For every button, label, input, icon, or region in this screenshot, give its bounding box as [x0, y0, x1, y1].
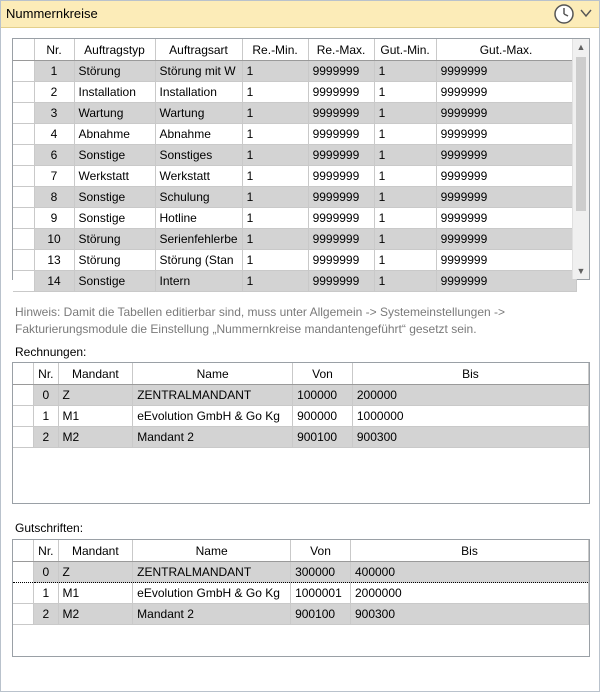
table-cell[interactable]: 9999999	[436, 250, 576, 271]
table-cell[interactable]: eEvolution GmbH & Go Kg	[133, 406, 293, 427]
row-selector-header[interactable]	[13, 363, 34, 385]
table-cell[interactable]: M1	[58, 583, 133, 604]
table-cell[interactable]: 9999999	[308, 250, 374, 271]
table-cell[interactable]: Störung mit W	[155, 61, 242, 82]
panel-title: Nummernkreise	[6, 6, 98, 21]
table-cell[interactable]: Wartung	[74, 103, 155, 124]
table-cell[interactable]: Schulung	[155, 187, 242, 208]
table-cell[interactable]: 1	[242, 187, 308, 208]
clock-icon[interactable]	[553, 3, 575, 25]
table-cell[interactable]: Störung	[74, 61, 155, 82]
table-cell[interactable]: 1	[34, 583, 58, 604]
row-selector-header[interactable]	[13, 39, 34, 61]
table-cell[interactable]: M2	[58, 427, 133, 448]
table-cell[interactable]: 1	[242, 124, 308, 145]
table-cell[interactable]: Sonstige	[74, 187, 155, 208]
column-header-nr[interactable]: Nr.	[34, 39, 74, 61]
table-cell[interactable]: 300000	[291, 562, 351, 583]
table-cell[interactable]: Störung	[74, 229, 155, 250]
table-cell[interactable]: 0	[34, 385, 58, 406]
row-selector[interactable]	[13, 427, 34, 448]
row-selector[interactable]	[13, 604, 34, 625]
table-cell[interactable]: 1	[34, 406, 58, 427]
table-cell[interactable]: 1	[242, 250, 308, 271]
table-cell[interactable]: Sonstige	[74, 271, 155, 292]
table-cell[interactable]: 9999999	[308, 229, 374, 250]
scroll-up-icon[interactable]: ▲	[576, 42, 586, 52]
row-selector[interactable]	[13, 82, 34, 103]
table-cell[interactable]: 9999999	[308, 271, 374, 292]
column-header-re-min[interactable]: Re.-Min.	[242, 39, 308, 61]
table-row[interactable]	[13, 562, 589, 583]
table-cell[interactable]: M1	[58, 406, 133, 427]
scroll-thumb[interactable]	[576, 57, 586, 211]
table-cell[interactable]: eEvolution GmbH & Go Kg	[133, 583, 291, 604]
table-row[interactable]	[13, 271, 576, 292]
table-cell[interactable]: 10	[34, 229, 74, 250]
table-cell[interactable]: 1	[34, 61, 74, 82]
table-cell[interactable]: 9999999	[436, 145, 576, 166]
table-cell[interactable]: 9999999	[308, 124, 374, 145]
table-cell[interactable]: 9999999	[436, 61, 576, 82]
table-cell[interactable]: 1000000	[352, 406, 588, 427]
table-cell[interactable]: 9999999	[436, 124, 576, 145]
row-selector[interactable]	[13, 187, 34, 208]
row-selector[interactable]	[13, 250, 34, 271]
row-selector[interactable]	[13, 124, 34, 145]
table-cell[interactable]: Werkstatt	[155, 166, 242, 187]
row-selector[interactable]	[13, 61, 34, 82]
table-cell[interactable]: 900300	[350, 604, 588, 625]
table-cell[interactable]: 1	[374, 61, 436, 82]
table-cell[interactable]: 9999999	[308, 187, 374, 208]
column-header-name[interactable]: Name	[133, 540, 291, 562]
table-header-row	[13, 540, 589, 562]
column-header-gut-max[interactable]: Gut.-Max.	[436, 39, 576, 61]
column-header-re-max[interactable]: Re.-Max.	[308, 39, 374, 61]
table-cell[interactable]: 1	[242, 61, 308, 82]
table-cell[interactable]: 9999999	[436, 187, 576, 208]
table-row[interactable]	[13, 145, 576, 166]
table-cell[interactable]: Mandant 2	[133, 604, 291, 625]
table-row[interactable]	[13, 187, 576, 208]
chevron-down-icon[interactable]	[579, 6, 593, 20]
table-cell[interactable]: Abnahme	[155, 124, 242, 145]
table-cell[interactable]: Abnahme	[74, 124, 155, 145]
column-header-mandant[interactable]: Mandant	[58, 540, 133, 562]
table-row[interactable]	[13, 124, 576, 145]
table-row[interactable]	[13, 385, 589, 406]
table-header-row	[13, 363, 589, 385]
table-cell[interactable]: 1	[374, 229, 436, 250]
table-row[interactable]	[13, 208, 576, 229]
row-selector[interactable]	[13, 166, 34, 187]
table-cell[interactable]: 0	[34, 562, 58, 583]
table-cell[interactable]: 6	[34, 145, 74, 166]
rechnungen-table	[13, 363, 589, 448]
table-cell[interactable]: 100000	[293, 385, 353, 406]
table-cell[interactable]: 9999999	[436, 229, 576, 250]
table-row[interactable]	[13, 406, 589, 427]
table-cell[interactable]: 9999999	[436, 208, 576, 229]
column-header-nr[interactable]: Nr.	[34, 540, 58, 562]
gutschriften-table	[13, 540, 589, 625]
table-cell[interactable]: 400000	[350, 562, 588, 583]
table-cell[interactable]: 9999999	[436, 166, 576, 187]
row-selector[interactable]	[13, 271, 34, 292]
table-row[interactable]	[13, 250, 576, 271]
table-cell[interactable]: 9999999	[308, 145, 374, 166]
table-cell[interactable]: 9999999	[308, 166, 374, 187]
table-cell[interactable]: 1	[242, 271, 308, 292]
scroll-down-icon[interactable]: ▼	[576, 266, 586, 276]
row-selector[interactable]	[13, 103, 34, 124]
table-cell[interactable]: 1	[374, 208, 436, 229]
hint-text: Hinweis: Damit die Tabellen editierbar sind, muss unter Allgemein -> Systemeinstellungen -> Fakturierungsmodule die Einstellung „Nummernkreise mandantengeführt“ gesetzt sein.	[15, 305, 506, 336]
column-header-nr[interactable]: Nr.	[34, 363, 58, 385]
table-cell[interactable]: 900100	[293, 427, 353, 448]
table-cell[interactable]: Hotline	[155, 208, 242, 229]
table-cell[interactable]: 9999999	[436, 103, 576, 124]
auftrag-table	[13, 39, 577, 292]
table-cell[interactable]: Störung (Stan	[155, 250, 242, 271]
table-cell[interactable]: 200000	[352, 385, 588, 406]
table-cell[interactable]: Installation	[74, 82, 155, 103]
table-cell[interactable]: Z	[58, 385, 133, 406]
auftrag-grid	[12, 38, 590, 288]
table-cell[interactable]: 1	[374, 271, 436, 292]
table-cell[interactable]: 1	[374, 145, 436, 166]
table-cell[interactable]: ZENTRALMANDANT	[133, 385, 293, 406]
table-cell[interactable]: 14	[34, 271, 74, 292]
table-cell[interactable]: Z	[58, 562, 133, 583]
table-cell[interactable]: 1	[242, 166, 308, 187]
row-selector[interactable]	[13, 145, 34, 166]
table-row[interactable]	[13, 103, 576, 124]
table-cell[interactable]: Mandant 2	[133, 427, 293, 448]
table-cell[interactable]: 9999999	[436, 271, 576, 292]
table-cell[interactable]: 1	[374, 250, 436, 271]
table-header-row	[13, 39, 576, 61]
table-cell[interactable]: Sonstiges	[155, 145, 242, 166]
table-cell[interactable]: 9999999	[308, 208, 374, 229]
panel-header	[1, 1, 599, 28]
table-cell[interactable]: 9999999	[308, 82, 374, 103]
table-cell[interactable]: 3	[34, 103, 74, 124]
row-selector[interactable]	[13, 385, 34, 406]
table-cell[interactable]: Intern	[155, 271, 242, 292]
table-cell[interactable]: 9999999	[308, 61, 374, 82]
table-cell[interactable]: 1	[374, 166, 436, 187]
table-cell[interactable]: Wartung	[155, 103, 242, 124]
column-header-von[interactable]: Von	[293, 363, 353, 385]
column-header-mandant[interactable]: Mandant	[58, 363, 133, 385]
gutschriften-grid	[12, 539, 590, 657]
table-row[interactable]	[13, 427, 589, 448]
table-row[interactable]	[13, 583, 589, 604]
table-cell[interactable]: 2000000	[350, 583, 588, 604]
table-cell[interactable]: 1	[242, 145, 308, 166]
row-selector[interactable]	[13, 208, 34, 229]
table-cell[interactable]: 4	[34, 124, 74, 145]
table-cell[interactable]: 13	[34, 250, 74, 271]
table-cell[interactable]: 2	[34, 427, 58, 448]
row-selector[interactable]	[13, 229, 34, 250]
table-cell[interactable]: Sonstige	[74, 145, 155, 166]
table-cell[interactable]: Werkstatt	[74, 166, 155, 187]
table-cell[interactable]: 2	[34, 82, 74, 103]
table-cell[interactable]: 1	[242, 82, 308, 103]
table-cell[interactable]: 1	[374, 187, 436, 208]
table-cell[interactable]: Installation	[155, 82, 242, 103]
table-cell[interactable]: 2	[34, 604, 58, 625]
rechnungen-label: Rechnungen:	[15, 345, 87, 359]
row-selector[interactable]	[13, 406, 34, 427]
table-row[interactable]	[13, 604, 589, 625]
table-cell[interactable]: 1	[242, 229, 308, 250]
table-cell[interactable]: Störung	[74, 250, 155, 271]
table-cell[interactable]: 9	[34, 208, 74, 229]
table-cell[interactable]: 1	[242, 208, 308, 229]
table-row[interactable]	[13, 229, 576, 250]
row-selector[interactable]	[13, 583, 34, 604]
table-cell[interactable]: 8	[34, 187, 74, 208]
table-cell[interactable]: 7	[34, 166, 74, 187]
column-header-auftragstyp[interactable]: Auftragstyp	[74, 39, 155, 61]
table-cell[interactable]: ZENTRALMANDANT	[133, 562, 291, 583]
table-cell[interactable]: 1	[242, 103, 308, 124]
rechnungen-grid	[12, 362, 590, 504]
column-header-von[interactable]: Von	[291, 540, 351, 562]
table-cell[interactable]: 1	[374, 124, 436, 145]
row-selector[interactable]	[13, 562, 34, 583]
table-row[interactable]	[13, 61, 576, 82]
column-header-bis[interactable]: Bis	[352, 363, 588, 385]
table-cell[interactable]: 9999999	[436, 82, 576, 103]
column-header-gut-min[interactable]: Gut.-Min.	[374, 39, 436, 61]
table-cell[interactable]: M2	[58, 604, 133, 625]
table-cell[interactable]: 9999999	[308, 103, 374, 124]
table-cell[interactable]: 900300	[352, 427, 588, 448]
table-cell[interactable]: Serienfehlerbe	[155, 229, 242, 250]
table-cell[interactable]: 1	[374, 82, 436, 103]
column-header-bis[interactable]: Bis	[350, 540, 588, 562]
table-row[interactable]	[13, 166, 576, 187]
table-cell[interactable]: 900000	[293, 406, 353, 427]
column-header-name[interactable]: Name	[133, 363, 293, 385]
table-cell[interactable]: 1	[374, 103, 436, 124]
table-cell[interactable]: 900100	[291, 604, 351, 625]
table-cell[interactable]: Sonstige	[74, 208, 155, 229]
table-cell[interactable]: 1000001	[291, 583, 351, 604]
gutschriften-label: Gutschriften:	[15, 521, 84, 535]
table-row[interactable]	[13, 82, 576, 103]
column-header-auftragsart[interactable]: Auftragsart	[155, 39, 242, 61]
vertical-scrollbar[interactable]	[572, 39, 589, 279]
row-selector-header[interactable]	[13, 540, 34, 562]
